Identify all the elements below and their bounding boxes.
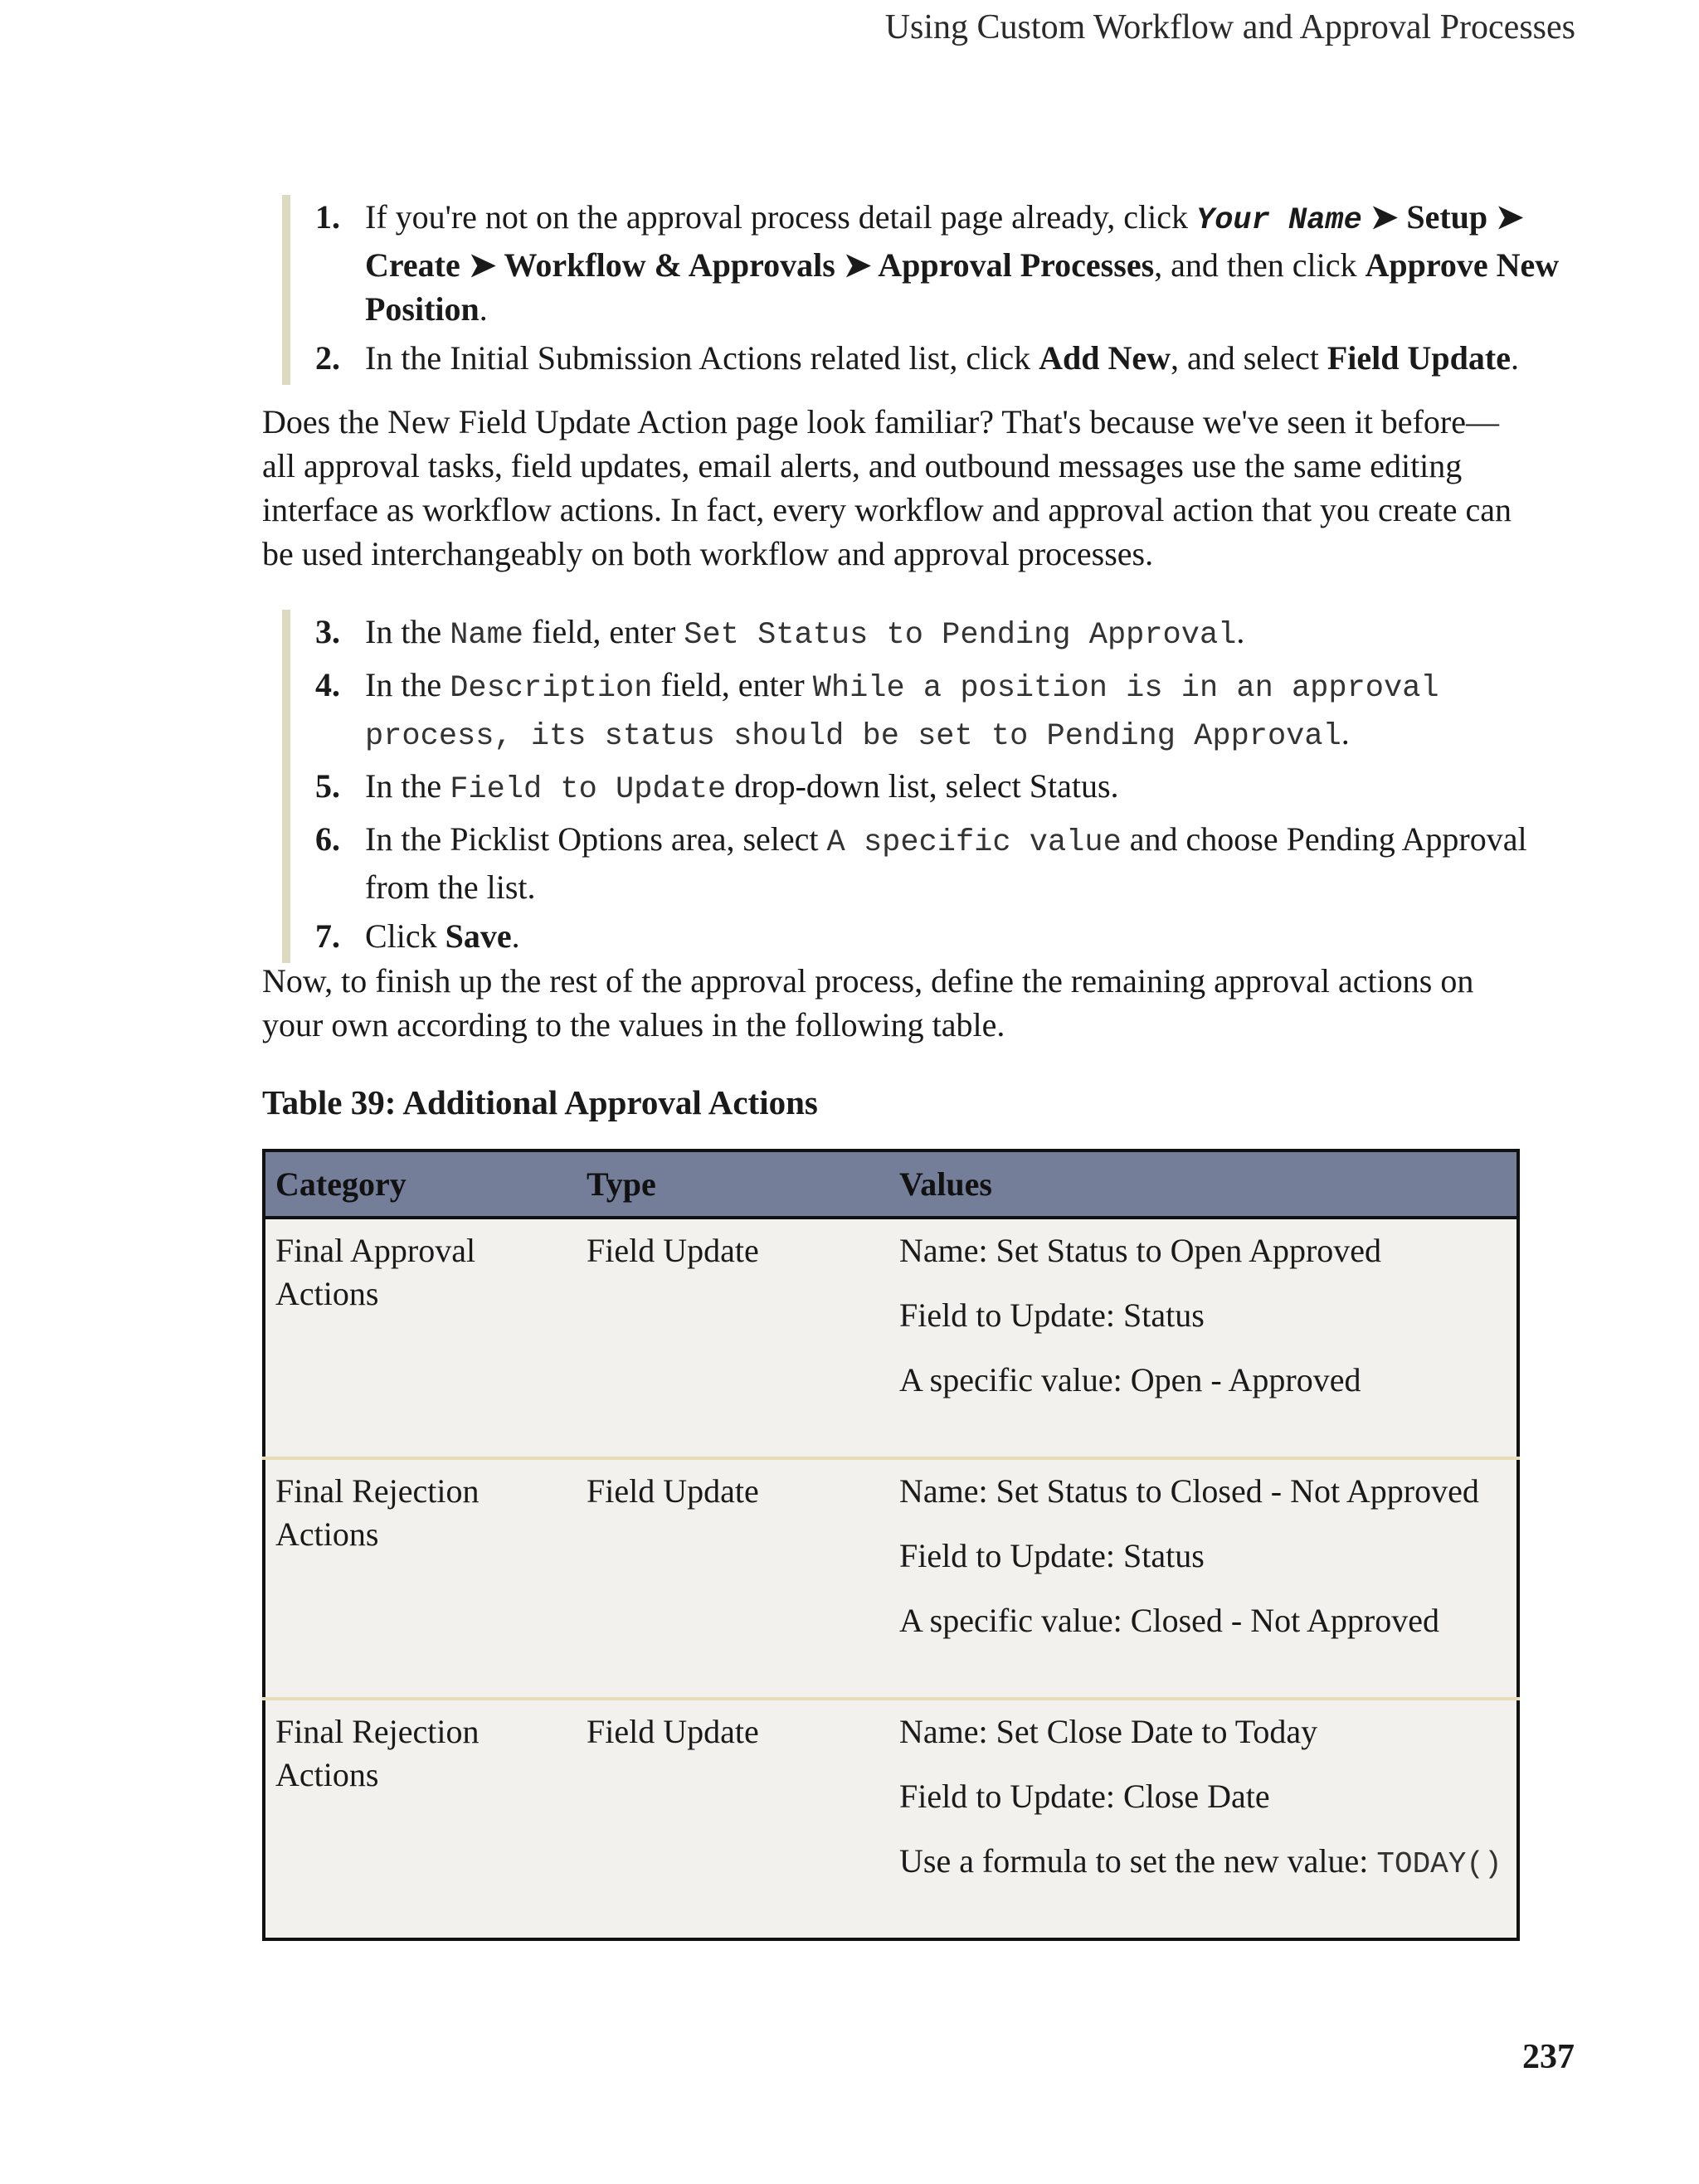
- step-item: [315, 663, 1560, 759]
- cell-type: Field Update: [577, 1218, 889, 1458]
- ui-label: ➤: [1361, 198, 1407, 236]
- cell-category: Final Rejection Actions: [264, 1458, 577, 1699]
- ui-label: Approval Processes: [878, 246, 1155, 284]
- step-text: In the: [365, 767, 450, 805]
- step-text: , and then click: [1154, 246, 1366, 284]
- table-header-row: [264, 1150, 1518, 1218]
- step-text: .: [1236, 613, 1245, 650]
- step-text: , and select: [1171, 339, 1327, 377]
- step-text: field, enter: [523, 613, 684, 650]
- steps-list-part-1: [282, 195, 1560, 385]
- value-line: [899, 1535, 1507, 1578]
- running-header: Using Custom Workflow and Approval Processes: [884, 8, 1575, 46]
- ui-label: Approve New Position: [365, 246, 1560, 328]
- step-text: .: [511, 917, 520, 955]
- step-text: In the: [365, 666, 450, 703]
- value-text: Field to Update: Status: [899, 1537, 1205, 1574]
- ui-label: ➤: [1487, 198, 1524, 236]
- steps-list-part-2: [282, 610, 1560, 963]
- ui-label: ➤: [835, 246, 879, 284]
- value-line: [899, 1775, 1507, 1818]
- cell-type: Field Update: [577, 1699, 889, 1939]
- step-text: drop-down list, select Status.: [726, 767, 1119, 805]
- value-line: [899, 1359, 1507, 1402]
- value-text: Field to Update: Close Date: [899, 1778, 1270, 1815]
- cell-values: [889, 1699, 1518, 1939]
- step-item: [315, 764, 1560, 812]
- step-text: .: [1510, 339, 1519, 377]
- value-text: A specific value: Open - Approved: [899, 1361, 1361, 1398]
- ui-label: Add New: [1039, 339, 1171, 377]
- code-text: Description: [450, 671, 653, 706]
- value-text: Field to Update: Status: [899, 1296, 1205, 1334]
- page-number: 237: [1522, 2038, 1575, 2076]
- step-text: In the: [365, 613, 450, 650]
- instruction-paragraph: Now, to finish up the rest of the approval process, define the remaining approval actions on your own according to the values in the following table.: [262, 962, 1474, 1043]
- code-text: Name: [450, 618, 524, 653]
- step-number: 2.: [315, 339, 340, 377]
- cell-values: [889, 1218, 1518, 1458]
- header-type: Type: [577, 1150, 889, 1218]
- table-caption: Table 39: Additional Approval Actions: [262, 1083, 818, 1121]
- ui-label: Field Update: [1327, 339, 1511, 377]
- value-text: Name: Set Close Date to Today: [899, 1713, 1318, 1750]
- code-text: Your Name: [1196, 203, 1362, 238]
- value-text: Name: Set Status to Open Approved: [899, 1232, 1382, 1269]
- ui-label: Create: [365, 246, 460, 284]
- step-text: If you're not on the approval process detail page already, click: [365, 198, 1196, 236]
- cell-values: [889, 1458, 1518, 1699]
- value-line: [899, 1294, 1507, 1337]
- cell-type: Field Update: [577, 1458, 889, 1699]
- step-text: .: [479, 290, 488, 328]
- formula-code: TODAY(): [1376, 1847, 1502, 1881]
- step-text: field, enter: [652, 666, 813, 703]
- code-text: Set Status to Pending Approval: [684, 618, 1237, 653]
- cell-category: Final Rejection Actions: [264, 1699, 577, 1939]
- intro-paragraph: Does the New Field Update Action page look familiar? That's because we've seen it before—all approval tasks, field updates, email alerts, and outbound messages use the same editing interface as workflow actions. In fact, every workflow and approval action that you create can be used interchangeably on both workflow and approval processes.: [262, 403, 1512, 572]
- step-number: 1.: [315, 198, 340, 236]
- header-category: Category: [264, 1150, 577, 1218]
- step-number: 7.: [315, 917, 340, 955]
- value-line: [899, 1470, 1507, 1513]
- step-text: In the Initial Submission Actions related list, click: [365, 339, 1039, 377]
- code-text: While a position is in an approval process, its status should be set to Pending Approval: [365, 671, 1439, 754]
- code-text: A specific value: [826, 825, 1122, 860]
- value-line: [899, 1229, 1507, 1272]
- cell-category: Final Approval Actions: [264, 1218, 577, 1458]
- ui-label: Setup: [1406, 198, 1488, 236]
- value-line: [899, 1840, 1507, 1886]
- approval-actions-table: [262, 1149, 1520, 1941]
- step-number: 5.: [315, 767, 340, 805]
- code-text: Field to Update: [450, 772, 727, 807]
- ui-label: Workflow & Approvals: [504, 246, 835, 284]
- step-text: .: [1341, 714, 1350, 752]
- value-text: A specific value: Closed - Not Approved: [899, 1602, 1439, 1639]
- step-item: [315, 610, 1560, 658]
- value-line: [899, 1710, 1507, 1754]
- ui-label: ➤: [460, 246, 504, 284]
- step-text: In the Picklist Options area, select: [365, 820, 827, 858]
- value-text: Name: Set Status to Closed - Not Approved: [899, 1472, 1479, 1510]
- table-row: [264, 1218, 1518, 1458]
- step-number: 3.: [315, 613, 340, 650]
- step-item: [315, 336, 1560, 380]
- step-item: [315, 914, 1560, 958]
- ui-label: Save: [445, 917, 512, 955]
- value-line: [899, 1599, 1507, 1642]
- step-number: 4.: [315, 666, 340, 703]
- step-number: 6.: [315, 820, 340, 858]
- value-text: Use a formula to set the new value:: [899, 1842, 1377, 1880]
- step-item: [315, 195, 1560, 331]
- step-item: [315, 817, 1560, 909]
- table-row: [264, 1699, 1518, 1939]
- table-row: [264, 1458, 1518, 1699]
- header-values: Values: [889, 1150, 1518, 1218]
- step-text: Click: [365, 917, 445, 955]
- step-text: and choose Pending Approval from the list.: [365, 820, 1527, 906]
